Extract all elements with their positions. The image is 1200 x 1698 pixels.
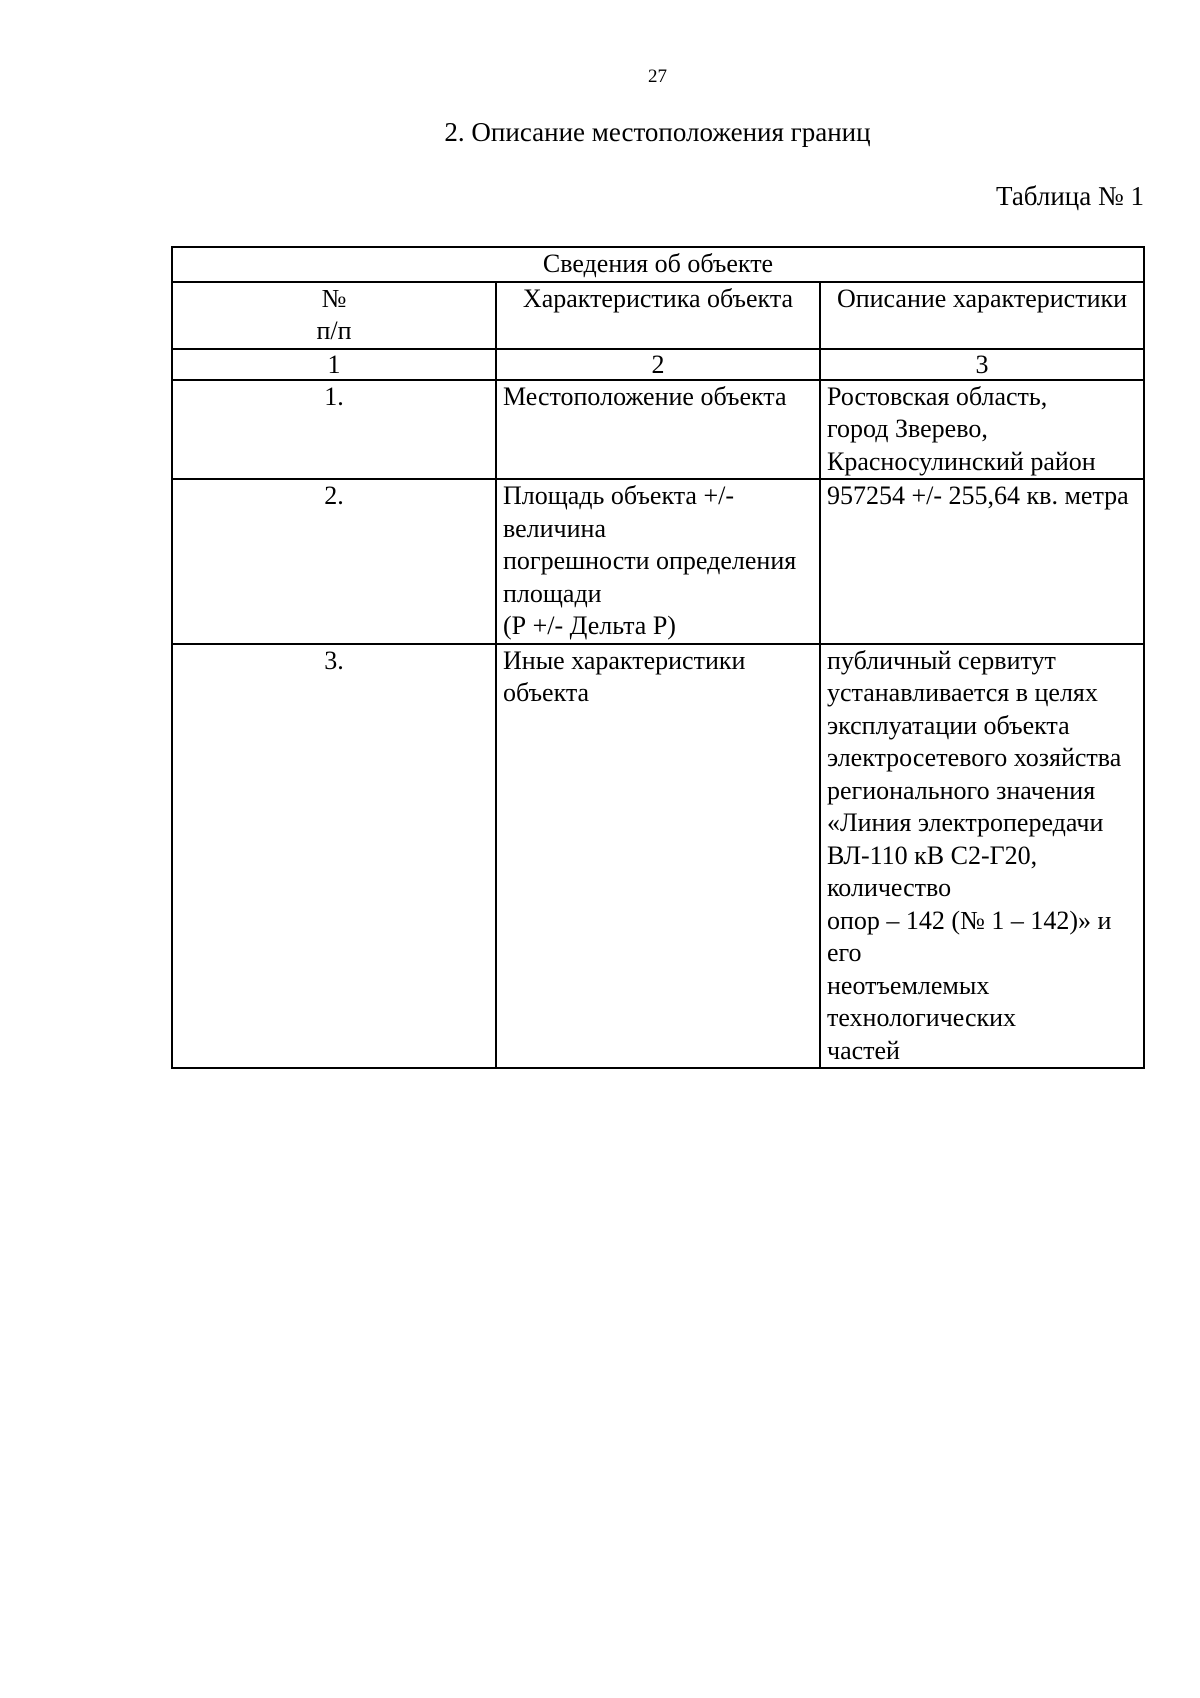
header-characteristic: Характеристика объекта — [496, 282, 820, 349]
header-num: № п/п — [172, 282, 496, 349]
row-characteristic: Местоположение объекта — [496, 380, 820, 480]
row-characteristic: Иные характеристики объекта — [496, 644, 820, 1069]
row-description: 957254 +/- 255,64 кв. метра — [820, 479, 1144, 644]
row-description: Ростовская область, город Зверево, Красносулинский район — [820, 380, 1144, 480]
table-row — [172, 644, 1144, 1069]
table-row — [172, 479, 1144, 644]
row-num: 1. — [172, 380, 496, 480]
table-row — [172, 380, 1144, 480]
page-number: 27 — [648, 66, 667, 87]
table-label: Таблица № 1 — [996, 181, 1144, 211]
row-characteristic: Площадь объекта +/- величина погрешности определения площади (Р +/- Дельта Р) — [496, 479, 820, 644]
row-num: 3. — [172, 644, 496, 1069]
object-info-table — [171, 246, 1145, 1069]
table-title-row — [172, 247, 1144, 282]
column-number-row — [172, 349, 1144, 380]
column-number: 2 — [496, 349, 820, 380]
row-description: публичный сервитут устанавливается в целях эксплуатации объекта электросетевого хозяйства регионального значения «Линия электропередачи ВЛ-110 кВ С2-Г20, количество опор – 142 (№ 1 – 142)» и его неотъемлемых технологических частей — [820, 644, 1144, 1069]
section-heading: 2. Описание местоположения границ — [444, 117, 871, 147]
row-num: 2. — [172, 479, 496, 644]
header-description: Описание характеристики — [820, 282, 1144, 349]
table-header-row — [172, 282, 1144, 349]
column-number: 1 — [172, 349, 496, 380]
column-number: 3 — [820, 349, 1144, 380]
table-title: Сведения об объекте — [172, 247, 1144, 282]
